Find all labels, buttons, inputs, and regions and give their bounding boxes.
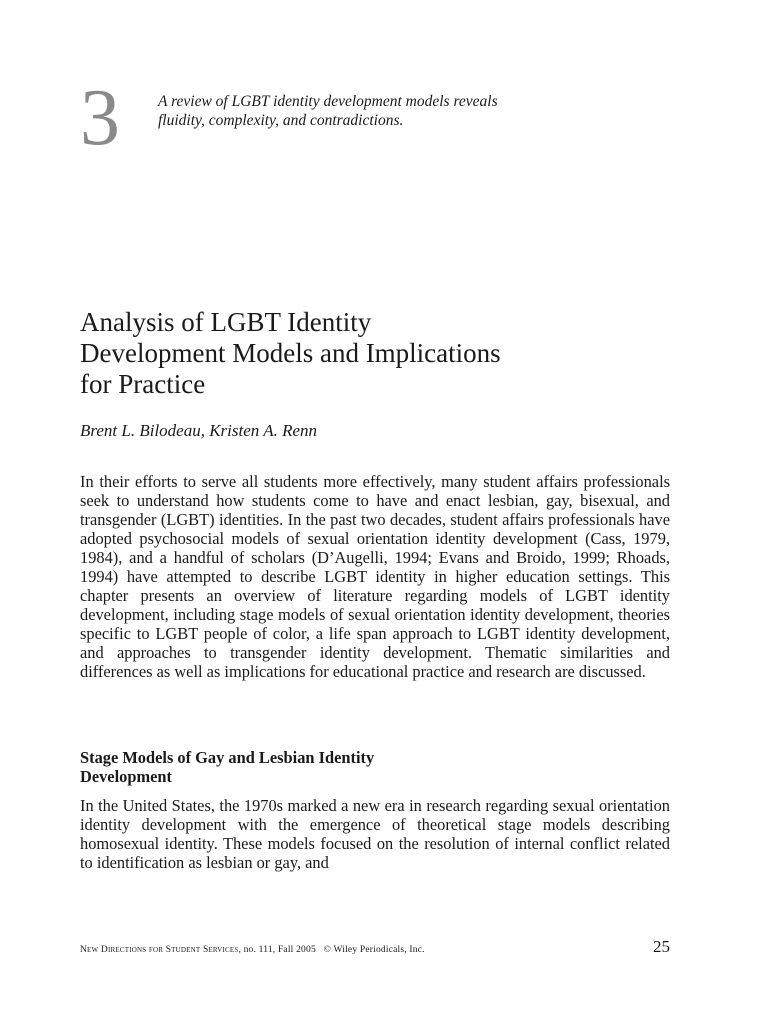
section-heading: Stage Models of Gay and Lesbian Identity Development: [80, 748, 375, 786]
article-title: Analysis of LGBT Identity Development Models and Implications for Practice: [80, 307, 501, 399]
article-authors: Brent L. Bilodeau, Kristen A. Renn: [80, 421, 318, 440]
chapter-number: 3: [80, 74, 120, 162]
page-number: 25: [653, 937, 670, 956]
section-body-text: In the United States, the 1970s marked a new era in research regarding sexual orientation identity development with the emergence of theoretical stage models describing homosexual identity. These models focused on the resolution of internal conflict related to identification as lesbian or gay, and: [80, 796, 670, 872]
chapter-epigraph: A review of LGBT identity development models reveals fluidity, complexity, and contradictions.: [158, 93, 498, 129]
journal-name: New Directions for Student Services: [80, 945, 239, 955]
journal-issue: , no. 111, Fall 2005: [238, 945, 316, 955]
article-abstract: In their efforts to serve all students more effectively, many student affairs professionals seek to understand how students come to have and enact lesbian, gay, bisexual, and transgender (LGBT) identities. In the past two decades, student affairs professionals have adopted psychosocial models of sexual orientation identity development (Cass, 1979, 1984), and a handful of scholars (D’Augelli, 1994; Evans and Broido, 1999; Rhoads, 1994) have attempted to describe LGBT identity in higher education settings. This chapter presents an overview of literature regarding models of LGBT identity development, including stage models of sexual orientation identity development, theories specific to LGBT people of color, a life span approach to LGBT identity development, and approaches to transgender identity development. Thematic similarities and differences as well as implications for educational practice and research are discussed.: [80, 472, 670, 681]
page-footer: [80, 944, 425, 956]
copyright-notice: © Wiley Periodicals, Inc.: [323, 945, 425, 955]
